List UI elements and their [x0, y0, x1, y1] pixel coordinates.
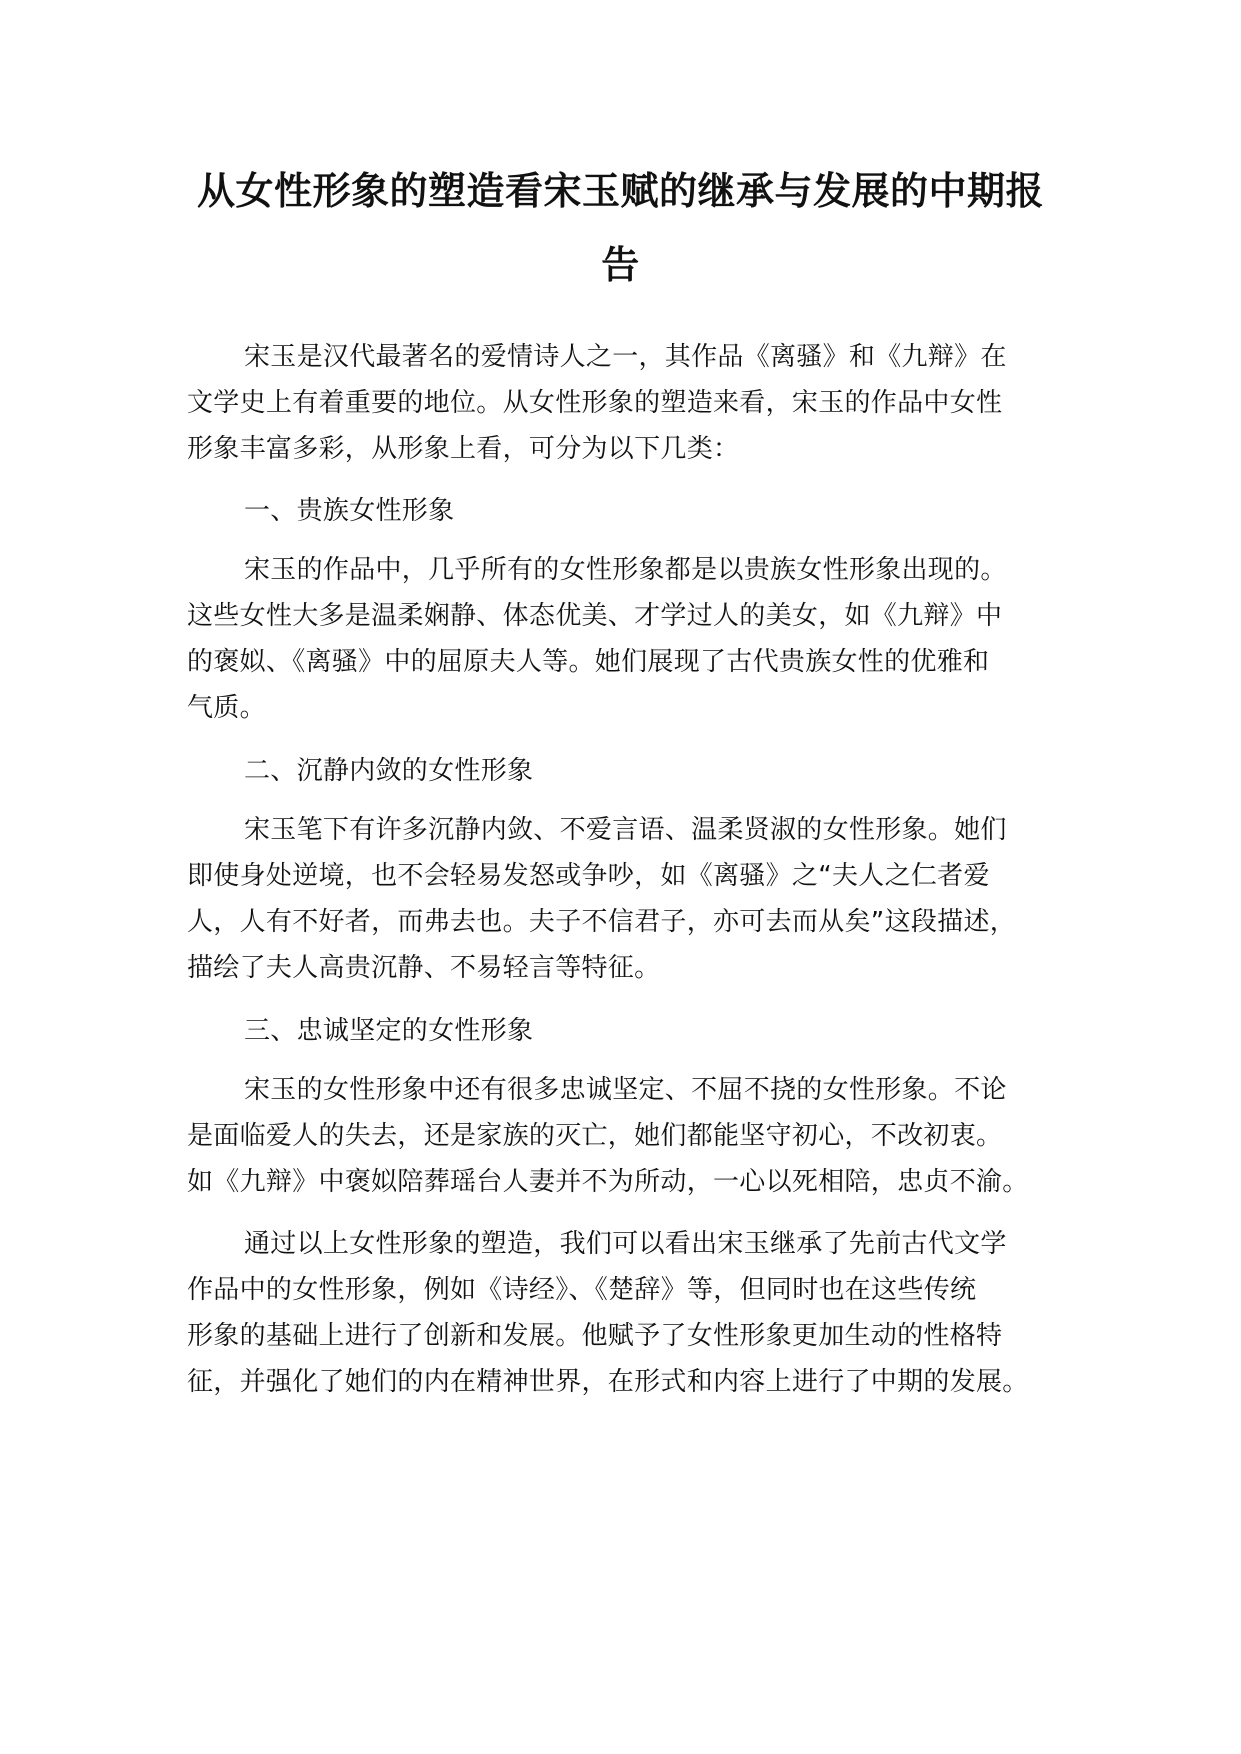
- paragraph-3-line-3: 人，人有不好者，而弗去也。夫子不信君子，亦可去而从矣”这段描述，: [187, 907, 1017, 937]
- paragraph-5-line-3: 形象的基础上进行了创新和发展。他赋予了女性形象更加生动的性格特: [187, 1321, 1003, 1351]
- section-heading-1: 一、贵族女性形象: [244, 496, 455, 526]
- paragraph-1-line-1: 宋玉是汉代最著名的爱情诗人之一，其作品《离骚》和《九辩》在: [244, 342, 1007, 372]
- paragraph-1-line-3: 形象丰富多彩，从形象上看，可分为以下几类：: [187, 434, 740, 464]
- document-title-line-1: 从女性形象的塑造看宋玉赋的继承与发展的中期报: [196, 169, 1044, 213]
- paragraph-3-line-4: 描绘了夫人高贵沉静、不易轻言等特征。: [187, 953, 661, 983]
- paragraph-4-line-1: 宋玉的女性形象中还有很多忠诚坚定、不屈不挠的女性形象。不论: [244, 1075, 1007, 1105]
- paragraph-3-line-2: 即使身处逆境，也不会轻易发怒或争吵，如《离骚》之“夫人之仁者爱: [187, 861, 990, 891]
- document-title-line-2: 告: [601, 243, 640, 287]
- paragraph-2-line-3: 的褒姒、《离骚》中的屈原夫人等。她们展现了古代贵族女性的优雅和: [187, 647, 990, 677]
- paragraph-2-line-1: 宋玉的作品中，几乎所有的女性形象都是以贵族女性形象出现的。: [244, 555, 1007, 585]
- paragraph-2-line-2: 这些女性大多是温柔娴静、体态优美、才学过人的美女，如《九辩》中: [187, 601, 1003, 631]
- paragraph-5-line-4: 征，并强化了她们的内在精神世界，在形式和内容上进行了中期的发展。: [187, 1367, 1029, 1397]
- paragraph-1-line-2: 文学史上有着重要的地位。从女性形象的塑造来看，宋玉的作品中女性: [187, 388, 1003, 418]
- paragraph-3-line-1: 宋玉笔下有许多沉静内敛、不爱言语、温柔贤淑的女性形象。她们: [244, 815, 1007, 845]
- paragraph-4-line-3: 如《九辩》中褒姒陪葬瑶台人妻并不为所动，一心以死相陪，忠贞不渝。: [187, 1167, 1029, 1197]
- paragraph-2-line-4: 气质。: [187, 693, 266, 723]
- section-heading-3: 三、忠诚坚定的女性形象: [244, 1016, 534, 1046]
- paragraph-4-line-2: 是面临爱人的失去，还是家族的灭亡，她们都能坚守初心，不改初衷。: [187, 1121, 1003, 1151]
- paragraph-5-line-2: 作品中的女性形象，例如《诗经》、《楚辞》等，但同时也在这些传统: [187, 1275, 977, 1305]
- section-heading-2: 二、沉静内敛的女性形象: [244, 756, 534, 786]
- paragraph-5-line-1: 通过以上女性形象的塑造，我们可以看出宋玉继承了先前古代文学: [244, 1229, 1007, 1259]
